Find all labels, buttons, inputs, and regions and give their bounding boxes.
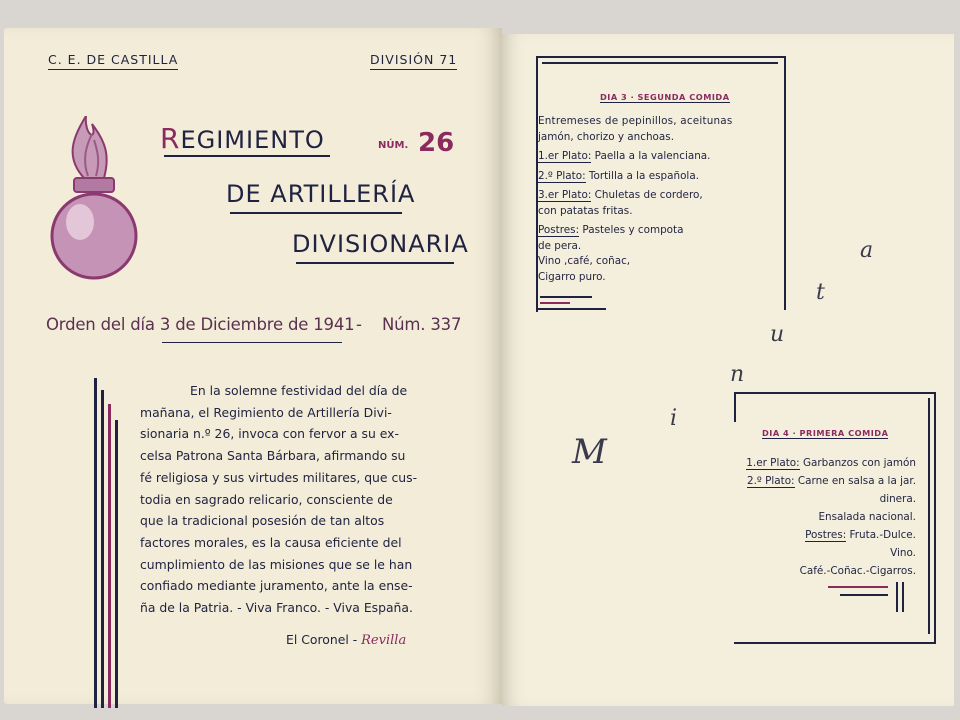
menu1-item: 2.º Plato: Tortilla a la española.: [538, 169, 699, 182]
menu2-item: 1.er Plato: Garbanzos con jamón: [746, 457, 916, 469]
minuta-letter: M: [572, 432, 607, 472]
menu2-deco: [896, 582, 898, 612]
body-line: mañana, el Regimiento de Artillería Divi-: [140, 404, 392, 420]
menu2-heading: [762, 428, 888, 438]
menu2-item: Postres: Fruta.-Dulce.: [805, 529, 916, 541]
order-underline: [162, 342, 342, 343]
title-number: 26: [418, 128, 455, 158]
right-page: [502, 34, 954, 706]
menu1-item: con patatas fritas.: [538, 204, 633, 217]
order-dash: -: [356, 315, 362, 334]
menu1-item: de pera.: [538, 239, 582, 252]
menu1-list: [538, 114, 778, 285]
menu1-item: 3.er Plato: Chuletas de cordero,: [538, 189, 703, 201]
signature-name: Revilla: [361, 633, 407, 648]
decorative-bar-4: [115, 420, 118, 708]
menu1-frame-bottom: [536, 308, 606, 312]
order-date: Orden del día 3 de Diciembre de 1941: [46, 315, 355, 334]
header-right: DIVISIÓN 71: [370, 52, 457, 70]
title-initial: R: [160, 122, 181, 155]
menu2-item: 2.º Plato: Carne en salsa a la jar.: [746, 475, 916, 487]
menu2-item: Ensalada nacional.: [818, 511, 916, 523]
body-line: factores morales, es la causa eficiente del: [140, 534, 402, 550]
title-line2: DE ARTILLERÍA: [226, 180, 416, 208]
minuta-letter: i: [670, 406, 678, 431]
menu2-heading-text: DIA 4 · PRIMERA COMIDA: [762, 428, 889, 438]
menu2-list: [714, 454, 916, 580]
menu1-heading: [600, 92, 730, 102]
body-line: fé religiosa y sus virtudes militares, que cus-: [140, 469, 418, 485]
minuta-letter: t: [816, 280, 825, 305]
menu1-item: Vino ,café, coñac,: [538, 255, 631, 267]
title-line1: [160, 122, 325, 155]
menu1-item: Entremeses de pepinillos, aceitunas: [538, 115, 733, 127]
menu1-item: jamón, chorizo y anchoas.: [538, 130, 674, 143]
decorative-bar-3: [108, 404, 111, 708]
header-left: C. E. DE CASTILLA: [48, 52, 178, 70]
order-number: Núm. 337: [382, 315, 462, 334]
body-line: celsa Patrona Santa Bárbara, afirmando su: [140, 448, 406, 464]
grenade-emblem-icon: [44, 116, 144, 292]
left-page: [4, 28, 502, 704]
menu2-frame-left: [734, 392, 738, 422]
title-line1-rest: EGIMIENTO: [180, 126, 325, 154]
menu1-frame-inner: [542, 62, 778, 70]
body-line: En la solemne festividad del día de: [190, 383, 408, 398]
title-underline: [164, 155, 330, 157]
proclamation-text: [140, 380, 458, 619]
menu2-item: Vino.: [890, 547, 916, 559]
decorative-bar-1: [94, 378, 97, 708]
decorative-bar-2: [101, 390, 104, 708]
minuta-letter: n: [730, 362, 745, 387]
body-line: sionaria n.º 26, invoca con fervor a su ex-: [140, 426, 399, 442]
title-number-label: NÚM.: [378, 140, 409, 151]
minuta-letter: a: [860, 238, 874, 263]
body-line: todia en sagrado relicario, consciente de: [140, 491, 393, 507]
menu1-deco: [540, 296, 592, 298]
title-line2-underline: [230, 212, 402, 214]
body-line: cumplimiento de las misiones que se le han: [140, 556, 413, 572]
menu1-item: Cigarro puro.: [538, 270, 606, 283]
menu2-item: Café.-Coñac.-Cigarros.: [799, 565, 916, 577]
signature-prefix: El Coronel -: [286, 632, 358, 647]
minuta-letter: u: [770, 322, 785, 347]
menu1-deco: [540, 302, 570, 304]
body-line: que la tradicional posesión de tan altos: [140, 513, 385, 529]
menu1-item: Postres: Pasteles y compota: [538, 224, 684, 236]
menu2-deco: [902, 582, 904, 612]
menu1-item: 1.er Plato: Paella a la valenciana.: [538, 150, 711, 162]
menu2-deco: [828, 586, 888, 588]
body-line: ña de la Patria. - Viva Franco. - Viva España.: [140, 600, 413, 616]
title-line3-underline: [296, 262, 454, 264]
title-line3: DIVISIONARIA: [292, 230, 469, 258]
menu2-deco: [840, 594, 888, 596]
menu1-heading-text: DIA 3 · SEGUNDA COMIDA: [600, 92, 730, 102]
menu2-item: dinera.: [879, 493, 916, 505]
body-line: confiado mediante juramento, ante la ense-: [140, 578, 413, 594]
signature-line: [286, 632, 406, 648]
